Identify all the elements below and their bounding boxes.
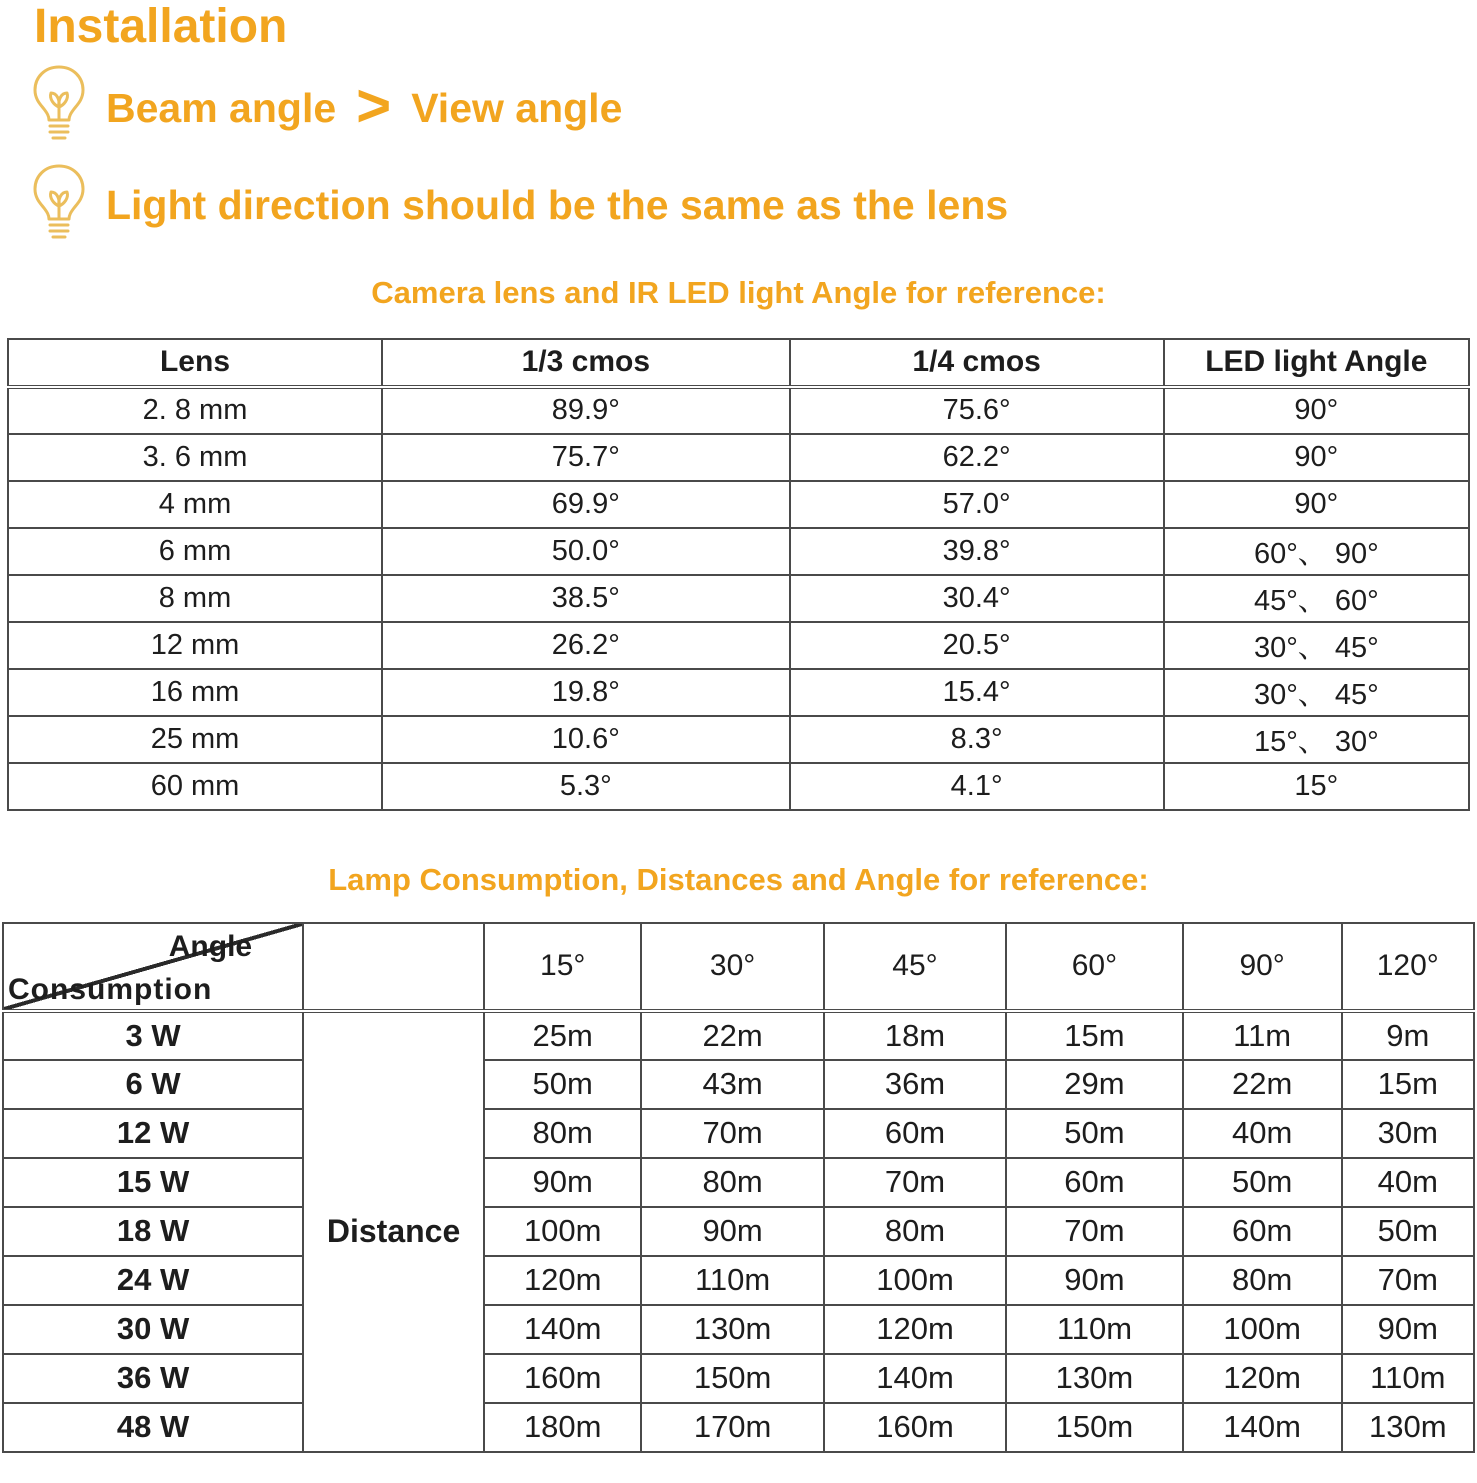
distance-cell: 90m (1342, 1305, 1474, 1354)
distance-cell: 11m (1183, 1011, 1342, 1060)
lens-table-cell: 62.2° (790, 434, 1164, 481)
distance-cell: 70m (641, 1109, 823, 1158)
lens-table-cell: 8.3° (790, 716, 1164, 763)
distance-cell: 40m (1183, 1109, 1342, 1158)
lens-table-cell: 60°、 90° (1164, 528, 1469, 575)
lens-table-cell: 20.5° (790, 622, 1164, 669)
table-row (3, 1403, 1474, 1452)
distance-cell: 100m (1183, 1305, 1342, 1354)
lens-table-cell: 57.0° (790, 481, 1164, 528)
lens-table-cell: 50.0° (382, 528, 790, 575)
lens-table-cell: 2. 8 mm (8, 387, 382, 434)
consumption-cell: 18 W (3, 1207, 303, 1256)
consumption-table-heading: Lamp Consumption, Distances and Angle for reference: (328, 861, 1149, 897)
distance-cell: 60m (824, 1109, 1006, 1158)
table-row (8, 481, 1469, 528)
consumption-cell: 3 W (3, 1011, 303, 1060)
table-row (3, 1354, 1474, 1403)
consumption-cell: 30 W (3, 1305, 303, 1354)
lens-table-cell: 30°、 45° (1164, 669, 1469, 716)
consumption-cell: 36 W (3, 1354, 303, 1403)
table-row (3, 1158, 1474, 1207)
lens-table-cell: 6 mm (8, 528, 382, 575)
lens-table-cell: 39.8° (790, 528, 1164, 575)
table-row (8, 575, 1469, 622)
angle-column-header: 90° (1183, 923, 1342, 1011)
distance-cell: 130m (641, 1305, 823, 1354)
lens-table-cell: 75.7° (382, 434, 790, 481)
angle-column-header: 60° (1006, 923, 1183, 1011)
consumption-cell: 6 W (3, 1060, 303, 1109)
distance-cell: 140m (484, 1305, 641, 1354)
distance-cell: 9m (1342, 1011, 1474, 1060)
distance-cell: 22m (641, 1011, 823, 1060)
corner-diagonal-cell (3, 923, 303, 1011)
distance-cell: 140m (1183, 1403, 1342, 1452)
lens-table-cell: 60 mm (8, 763, 382, 810)
distance-cell: 36m (824, 1060, 1006, 1109)
distance-cell: 70m (1342, 1256, 1474, 1305)
lens-table-cell: 8 mm (8, 575, 382, 622)
distance-merged-cell: Distance (303, 1011, 484, 1452)
distance-cell: 50m (1006, 1109, 1183, 1158)
lens-table-cell: 89.9° (382, 387, 790, 434)
distance-cell: 110m (1006, 1305, 1183, 1354)
distance-cell: 15m (1006, 1011, 1183, 1060)
distance-cell: 60m (1006, 1158, 1183, 1207)
distance-header-cell (303, 923, 484, 1011)
table-row (8, 763, 1469, 810)
lens-table-cell: 15°、 30° (1164, 716, 1469, 763)
angle-column-header: 45° (824, 923, 1006, 1011)
lens-table-cell: 90° (1164, 387, 1469, 434)
consumption-cell: 12 W (3, 1109, 303, 1158)
lens-table-cell: 75.6° (790, 387, 1164, 434)
lens-table-column-header: 1/4 cmos (790, 339, 1164, 387)
lens-angle-table (7, 338, 1470, 811)
distance-cell: 50m (1183, 1158, 1342, 1207)
table-row (3, 1060, 1474, 1109)
lens-table-cell: 4.1° (790, 763, 1164, 810)
lens-table-cell: 45°、 60° (1164, 575, 1469, 622)
lens-table-column-header: LED light Angle (1164, 339, 1469, 387)
distance-cell: 100m (824, 1256, 1006, 1305)
distance-cell: 50m (1342, 1207, 1474, 1256)
distance-cell: 150m (641, 1354, 823, 1403)
lens-table-cell: 90° (1164, 481, 1469, 528)
table-row (3, 1011, 1474, 1060)
lens-table-cell: 3. 6 mm (8, 434, 382, 481)
corner-consumption-label: Consumption (8, 972, 213, 1006)
lens-table-header-row (8, 339, 1469, 387)
distance-cell: 110m (641, 1256, 823, 1305)
lens-table-cell: 30°、 45° (1164, 622, 1469, 669)
distance-cell: 70m (1006, 1207, 1183, 1256)
lens-table-cell: 69.9° (382, 481, 790, 528)
distance-cell: 60m (1183, 1207, 1342, 1256)
beam-angle-text (106, 72, 623, 140)
distance-cell: 90m (641, 1207, 823, 1256)
lens-table-cell: 90° (1164, 434, 1469, 481)
lens-table-cell: 10.6° (382, 716, 790, 763)
distance-cell: 15m (1342, 1060, 1474, 1109)
lens-table-cell: 19.8° (382, 669, 790, 716)
table-row (3, 1207, 1474, 1256)
distance-cell: 120m (484, 1256, 641, 1305)
light-direction-text: Light direction should be the same as the lens (106, 182, 1009, 229)
distance-cell: 80m (484, 1109, 641, 1158)
consumption-cell: 15 W (3, 1158, 303, 1207)
table-row (8, 434, 1469, 481)
table-row (3, 1305, 1474, 1354)
lens-table-cell: 30.4° (790, 575, 1164, 622)
lens-table-cell: 26.2° (382, 622, 790, 669)
lens-table-column-header: 1/3 cmos (382, 339, 790, 387)
angle-column-header: 30° (641, 923, 823, 1011)
distance-cell: 80m (1183, 1256, 1342, 1305)
table-row (8, 669, 1469, 716)
distance-cell: 150m (1006, 1403, 1183, 1452)
lens-table-cell: 5.3° (382, 763, 790, 810)
consumption-distance-table (2, 922, 1475, 1453)
table-row (3, 1256, 1474, 1305)
beam-angle-label: Beam angle (106, 85, 337, 132)
distance-cell: 120m (824, 1305, 1006, 1354)
distance-cell: 130m (1342, 1403, 1474, 1452)
angle-column-header: 15° (484, 923, 641, 1011)
bullet-light-direction (30, 163, 1477, 248)
greater-than-symbol: > (356, 72, 392, 140)
table-row (8, 716, 1469, 763)
distance-cell: 43m (641, 1060, 823, 1109)
consumption-cell: 48 W (3, 1403, 303, 1452)
installation-page (0, 2, 1477, 1453)
lightbulb-icon (30, 64, 88, 149)
distance-cell: 30m (1342, 1109, 1474, 1158)
distance-cell: 50m (484, 1060, 641, 1109)
lens-table-column-header: Lens (8, 339, 382, 387)
distance-cell: 70m (824, 1158, 1006, 1207)
distance-cell: 90m (1006, 1256, 1183, 1305)
table-row (8, 528, 1469, 575)
lens-table-cell: 38.5° (382, 575, 790, 622)
distance-cell: 180m (484, 1403, 641, 1452)
lens-table-cell: 15.4° (790, 669, 1164, 716)
angle-column-header: 120° (1342, 923, 1474, 1011)
page-title: Installation (34, 0, 288, 53)
view-angle-label: View angle (411, 85, 623, 132)
distance-cell: 120m (1183, 1354, 1342, 1403)
distance-cell: 80m (641, 1158, 823, 1207)
table-row (3, 1109, 1474, 1158)
lens-table-cell: 16 mm (8, 669, 382, 716)
consumption-cell: 24 W (3, 1256, 303, 1305)
consumption-table-header-row (3, 923, 1474, 1011)
corner-angle-label: Angle (168, 929, 253, 963)
lightbulb-icon (30, 163, 88, 248)
lens-table-cell: 15° (1164, 763, 1469, 810)
consumption-table-body (3, 1011, 1474, 1452)
lens-table-heading: Camera lens and IR LED light Angle for reference: (371, 275, 1106, 311)
distance-cell: 170m (641, 1403, 823, 1452)
distance-cell: 80m (824, 1207, 1006, 1256)
distance-cell: 25m (484, 1011, 641, 1060)
distance-cell: 100m (484, 1207, 641, 1256)
distance-cell: 40m (1342, 1158, 1474, 1207)
bullet-beam-angle (30, 64, 1477, 149)
table-row (8, 622, 1469, 669)
distance-cell: 22m (1183, 1060, 1342, 1109)
distance-cell: 110m (1342, 1354, 1474, 1403)
distance-cell: 130m (1006, 1354, 1183, 1403)
distance-cell: 140m (824, 1354, 1006, 1403)
lens-table-cell: 12 mm (8, 622, 382, 669)
table-row (8, 387, 1469, 434)
lens-table-body (8, 387, 1469, 810)
lens-table-cell: 4 mm (8, 481, 382, 528)
lens-table-cell: 25 mm (8, 716, 382, 763)
distance-cell: 90m (484, 1158, 641, 1207)
distance-cell: 18m (824, 1011, 1006, 1060)
distance-cell: 160m (824, 1403, 1006, 1452)
distance-cell: 160m (484, 1354, 641, 1403)
distance-cell: 29m (1006, 1060, 1183, 1109)
